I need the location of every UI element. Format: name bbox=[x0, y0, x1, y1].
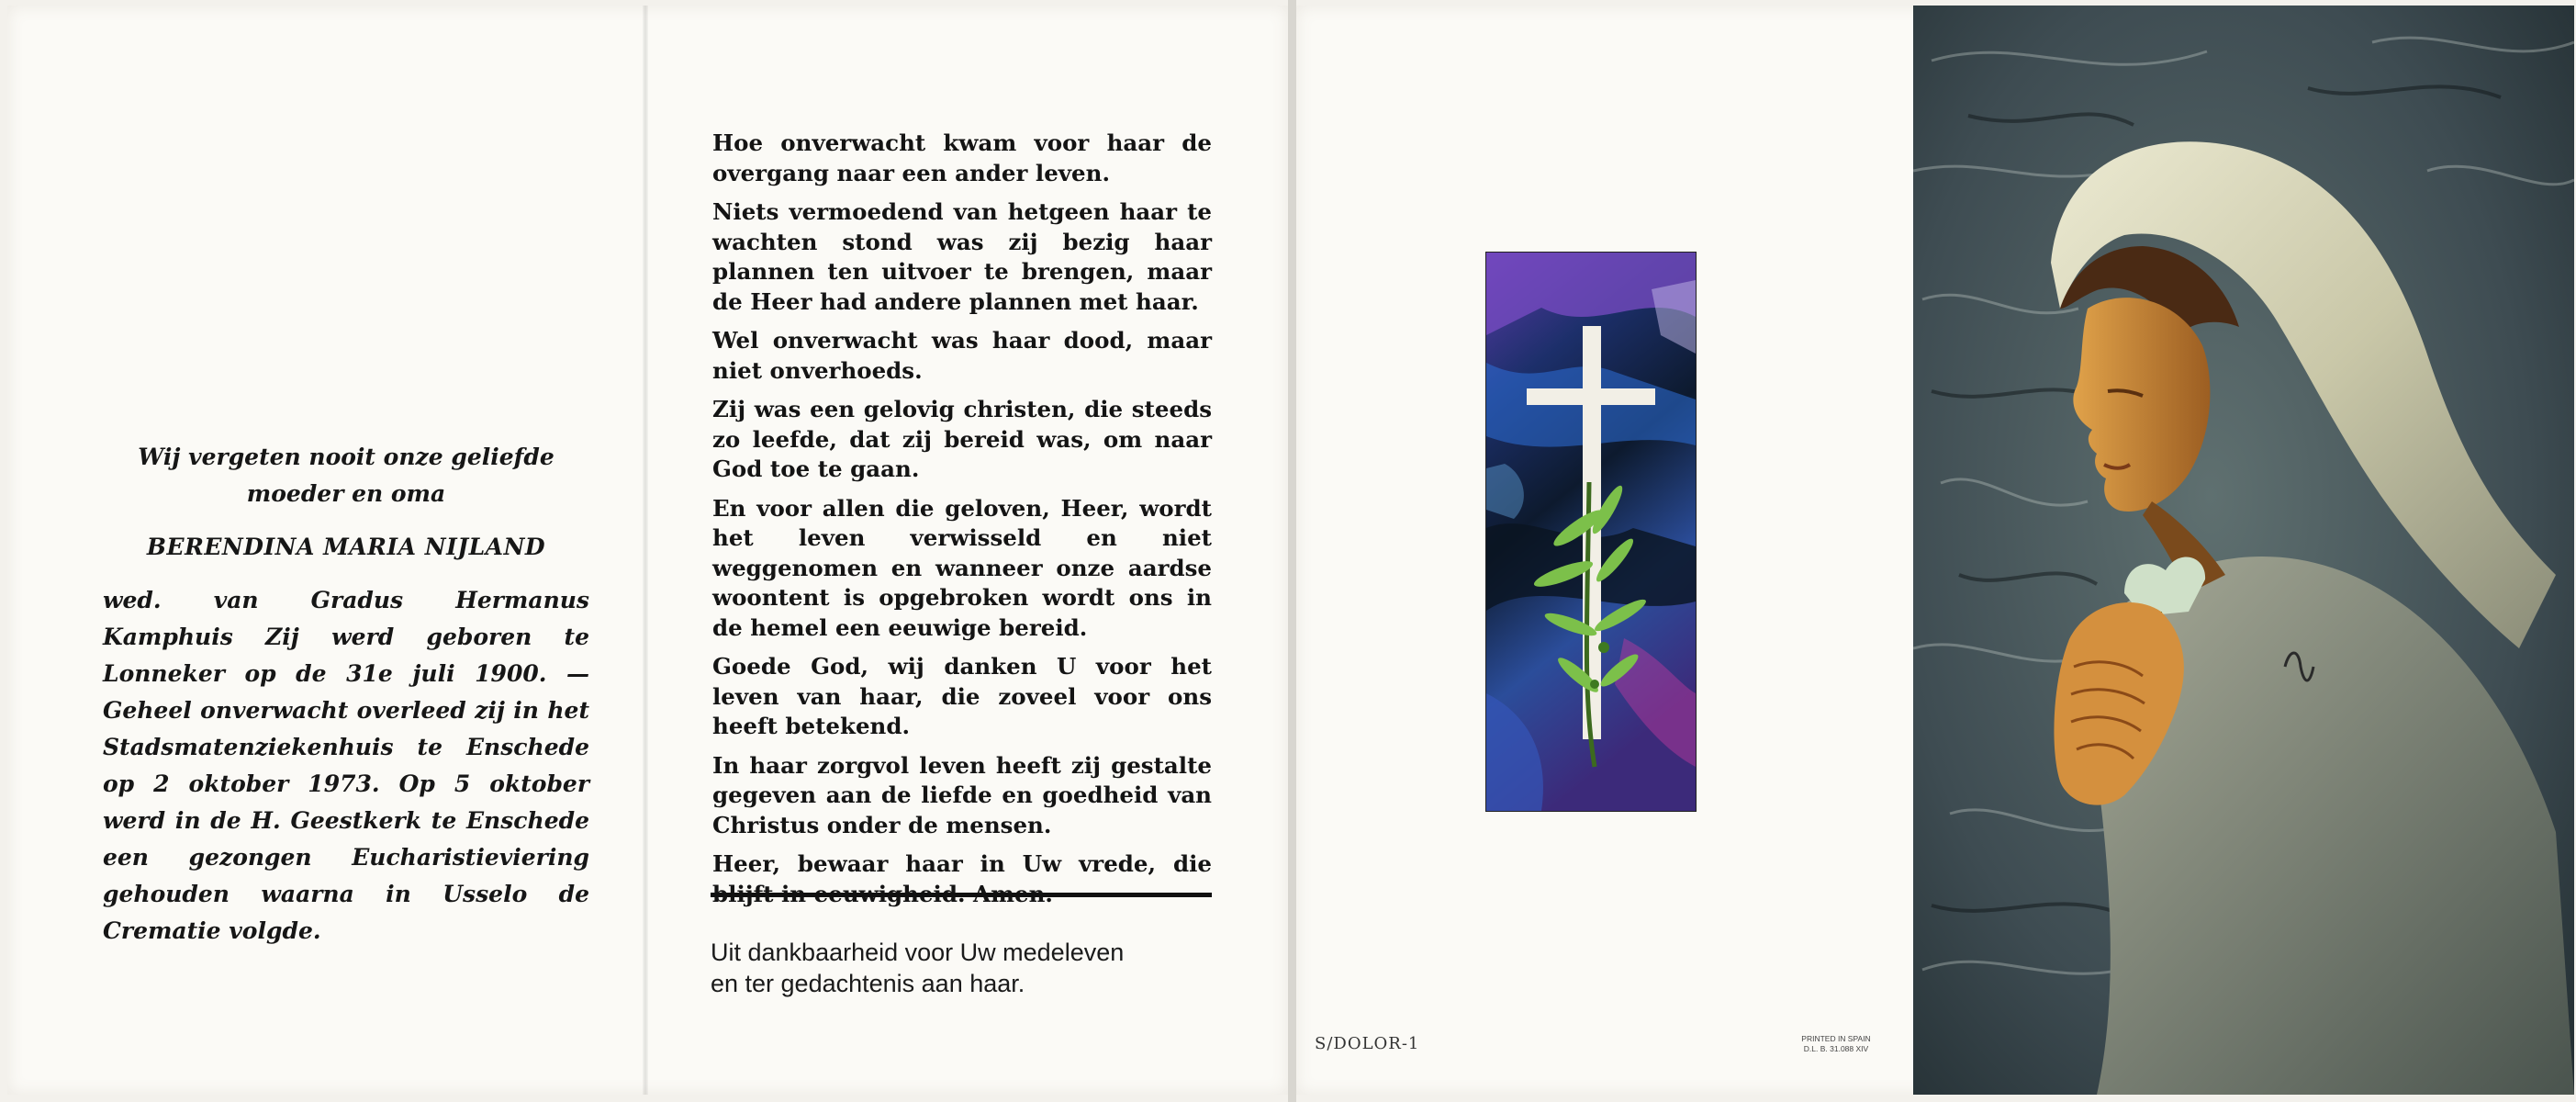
prayer-text bbox=[712, 129, 1212, 918]
deceased-name: BERENDINA MARIA NIJLAND bbox=[146, 534, 546, 560]
printer-imprint-line2: D.L. B. 31.088 XIV bbox=[1803, 1044, 1869, 1053]
prayer-paragraph: Hoe onverwacht kwam voor haar de overgang naar een ander leven. bbox=[712, 129, 1212, 186]
prayer-paragraph: Goede God, wij danken U voor het leven van haar, die zoveel voor ons heeft betekend. bbox=[712, 653, 1212, 739]
thanks-line1: Uit dankbaarheid voor Uw medeleven bbox=[711, 939, 1125, 966]
card-fold-left bbox=[643, 6, 648, 1095]
prayer-paragraph: In haar zorgvol leven heeft zij gestalte gegeven aan de liefde en goedheid van Christus onder de mensen. bbox=[712, 751, 1212, 838]
thanks-text bbox=[711, 937, 1225, 999]
divider-rule bbox=[711, 893, 1212, 897]
prayer-paragraph: Wel onverwacht was haar dood, maar niet onverhoeds. bbox=[712, 327, 1212, 384]
cross-with-olive-branch-icon bbox=[1485, 252, 1697, 812]
prayer-paragraph: Heer, bewaar haar in Uw vrede, die bbox=[712, 850, 1212, 877]
dedication-intro-line2: moeder en oma bbox=[246, 480, 446, 507]
prayer-paragraph: Zij was een gelovig christen, die steeds zo leefde, dat zij bereid was, om naar God toe te gaan. bbox=[712, 396, 1212, 482]
card-gap bbox=[1288, 0, 1296, 1102]
thanks-line2: en ter gedachtenis aan haar. bbox=[711, 970, 1025, 997]
printer-imprint-line1: PRINTED IN SPAIN bbox=[1801, 1034, 1871, 1043]
dedication-body: wed. van Gradus Hermanus Kamphuis Zij werd geboren te Lonneker op de 31e juli 1900. — Geheel onverwacht overleed zij in het Stadsmatenziekenhuis te Enschede op 2 oktober 1973. Op 5 oktober werd in de H. Geestkerk te Enschede een gezongen Eucharistieviering gehouden waarna in Usselo de Crematie volgde. bbox=[103, 587, 589, 944]
prayer-paragraph: Niets vermoedend van hetgeen haar te wachten stond was zij bezig haar plannen ten uitvoer te brengen, maar de Heer had andere plannen met haar. bbox=[712, 198, 1212, 315]
dedication-intro-line1: Wij vergeten nooit onze geliefde bbox=[138, 444, 554, 470]
card-code: S/DOLOR-1 bbox=[1315, 1034, 1420, 1053]
praying-madonna-painting bbox=[1913, 6, 2574, 1095]
dedication-panel bbox=[103, 439, 589, 950]
prayer-paragraph: En voor allen die geloven, Heer, wordt het leven verwisseld en niet weggenomen en wanneer onze aardse woontent is opgebroken wordt ons in de hemel een eeuwige bereid. bbox=[712, 494, 1212, 641]
printer-imprint bbox=[1792, 1034, 1880, 1054]
